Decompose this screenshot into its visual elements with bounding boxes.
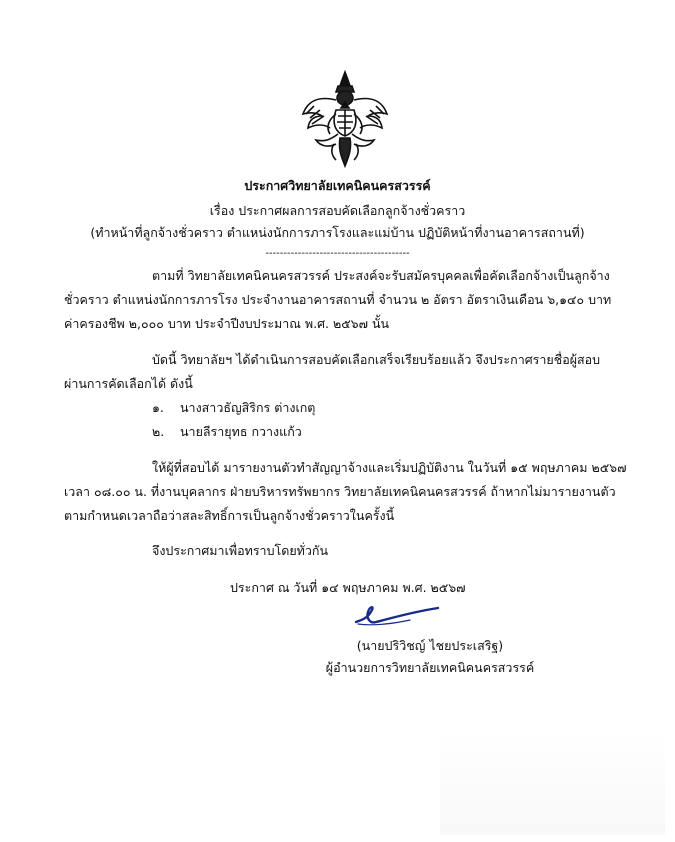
list-item-number: ๑.: [152, 400, 164, 415]
paragraph-3-line-1: ให้ผู้ที่สอบได้ มารายงานตัวทำสัญญาจ้างและเริ่มปฏิบัติงาน ในวันที่ ๑๕ พฤษภาคม ๒๕๖๗: [152, 460, 627, 475]
paragraph-1-line-3: ค่าครองชีพ ๒,๐๐๐ บาท ประจำปีงบประมาณ พ.ศ. ๒๕๖๗ นั้น: [64, 316, 390, 331]
list-item-name: นายลีรายุทธ กวางแก้ว: [180, 424, 302, 439]
signatory-position: ผู้อำนวยการวิทยาลัยเทคนิคนครสวรรค์: [325, 660, 535, 675]
announcement-subject: เรื่อง ประกาศผลการสอบคัดเลือกลูกจ้างชั่วคราว: [209, 203, 466, 218]
paragraph-1-line-2: ชั่วคราว ตำแหน่งนักการภารโรง ประจำงานอาคารสถานที่ จำนวน ๒ อัตรา อัตราเงินเดือน ๖,๑๔๐ บาท: [64, 292, 612, 307]
paragraph-2-line-1: บัดนี้ วิทยาลัยฯ ได้ดำเนินการสอบคัดเลือกเสร็จเรียบร้อยแล้ว จึงประกาศรายชื่อผู้สอบ: [152, 352, 601, 367]
announcement-title: ประกาศวิทยาลัยเทคนิคนครสวรรค์: [244, 178, 431, 193]
paragraph-3-line-3: ตามกำหนดเวลาถือว่าสละสิทธิ์การเป็นลูกจ้างชั่วคราวในครั้งนี้: [64, 508, 395, 523]
garuda-emblem-icon: [300, 70, 390, 170]
paragraph-3-line-2: เวลา ๐๘.๐๐ น. ที่งานบุคลากร ฝ่ายบริหารทรัพยากร วิทยาลัยเทคนิคนครสวรรค์ ถ้าหากไม่มารายงานตัว: [64, 484, 616, 499]
paragraph-2-line-2: ผ่านการคัดเลือกได้ ดังนี้: [64, 376, 193, 391]
handwritten-signature: [352, 600, 442, 630]
scan-shading: [440, 730, 665, 835]
header-divider: ----------------------------------------: [265, 248, 410, 259]
announcement-subtitle: (ทำหน้าที่ลูกจ้างชั่วคราว ตำแหน่งนักการภารโรงและแม่บ้าน ปฏิบัติหน้าที่งานอาคารสถานที่): [90, 225, 585, 240]
list-item-number: ๒.: [152, 424, 165, 439]
list-item-name: นางสาวธัญสิริกร ต่างเกตุ: [180, 400, 316, 415]
paragraph-1-line-1: ตามที่ วิทยาลัยเทคนิคนครสวรรค์ ประสงค์จะรับสมัครบุคคลเพื่อคัดเลือกจ้างเป็นลูกจ้าง: [152, 268, 610, 283]
closing-line: จึงประกาศมาเพื่อทราบโดยทั่วกัน: [152, 543, 329, 558]
signatory-name: (นายปริวิชญ์ ไชยประเสริฐ): [356, 638, 504, 653]
announcement-date: ประกาศ ณ วันที่ ๑๔ พฤษภาคม พ.ศ. ๒๕๖๗: [230, 580, 466, 595]
